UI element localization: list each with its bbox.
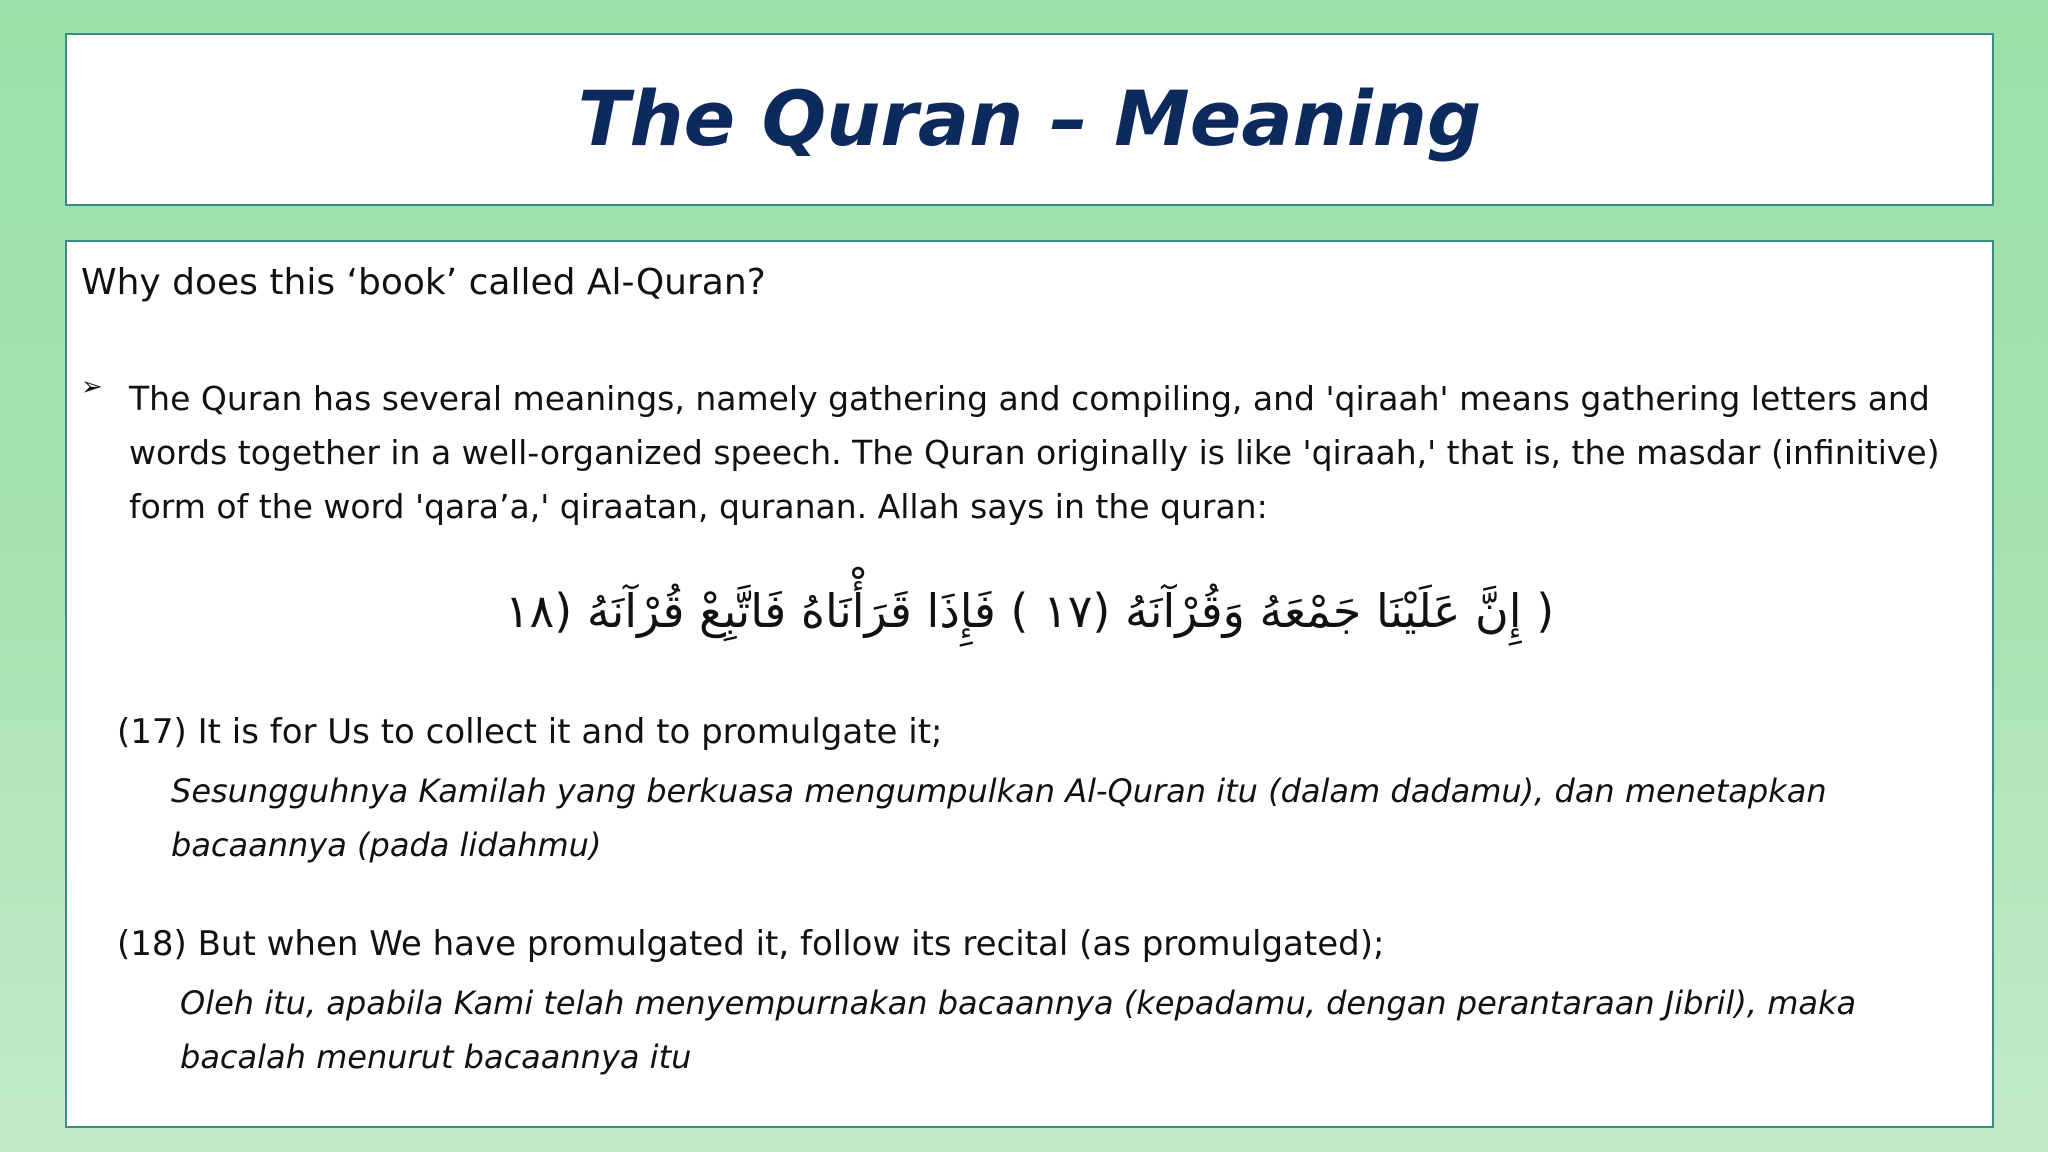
- slide-title: The Quran – Meaning: [577, 74, 1482, 163]
- content-box: [65, 240, 1994, 1128]
- arabic-verse: ( إِنَّ عَلَيْنَا جَمْعَهُ وَقُرْآنَهُ (١٧ ) فَإِذَا قَرَأْنَاهُ فَاتَّبِعْ قُرْآنَهُ (١٨: [504, 584, 1555, 638]
- question-heading: Why does this ‘book’ called Al-Quran?: [81, 262, 766, 303]
- verse-17-english: (17) It is for Us to collect it and to promulgate it;: [117, 712, 943, 752]
- verse-18-english: (18) But when We have promulgated it, follow its recital (as promulgated);: [117, 924, 1385, 964]
- arrow-bullet-icon: ➢: [81, 372, 103, 402]
- verse-18-translation: Oleh itu, apabila Kami telah menyempurnakan bacaannya (kepadamu, dengan perantaraan Jibril), maka bacalah menurut bacaannya itu: [180, 984, 1857, 1076]
- title-box: [65, 33, 1994, 206]
- bullet-paragraph: The Quran has several meanings, namely gathering and compiling, and 'qiraah' means gathering letters and words together in a well-organized speech. The Quran originally is like 'qiraah,' that is, the masdar (infinitive) form of the word 'qara’a,' qiraatan, quranan. Allah says in the quran:: [129, 379, 1940, 526]
- verse-17-translation: Sesungguhnya Kamilah yang berkuasa mengumpulkan Al-Quran itu (dalam dadamu), dan menetapkan bacaannya (pada lidahmu): [171, 772, 1827, 864]
